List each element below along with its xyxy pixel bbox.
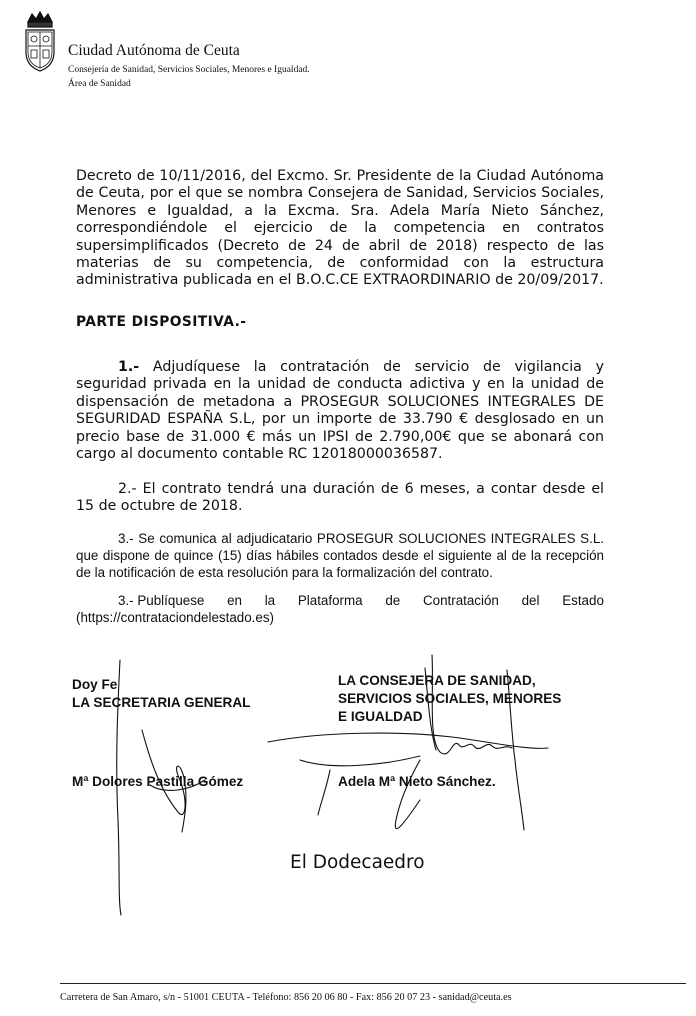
section-heading: PARTE DISPOSITIVA.- [76, 314, 247, 330]
area-name: Área de Sanidad [68, 79, 131, 89]
right-signatory-title-line: E IGUALDAD [338, 709, 423, 724]
item-1-text: Adjudíquese la contratación de servicio de vigilancia y seguridad privada en la unidad de conducta adictiva y en la unidad de dispensación de metadona a PROSEGUR SOLUCIONES INTEGRALES DE SEGURIDAD ESPAÑA S.L, por un importe de 33.790 € desglosado en un precio base de 31.000 € más un IPSI de 2.790,00€ que se abonará con cargo al documento contable RC 12018000036587. [76, 359, 604, 463]
item-3-paragraph: 3.- Se comunica al adjudicatario PROSEGUR SOLUCIONES INTEGRALES S.L. que dispone de quince (15) días hábiles contados desde el siguiente al de la recepción de la notificación de esta resolución para la formalización del contrato. [76, 531, 604, 580]
item-1-paragraph [76, 359, 604, 463]
item-4-word: en [227, 593, 242, 608]
left-signatory-block [72, 676, 250, 712]
left-signatory-title: LA SECRETARIA GENERAL [72, 695, 251, 710]
stamp-text: El Dodecaedro [290, 852, 425, 873]
item-4-word: de [385, 593, 401, 608]
right-signature-stroke [268, 733, 548, 748]
right-signature-stroke [318, 770, 330, 815]
item-4-line [76, 592, 604, 609]
item-4-word: del [521, 593, 540, 608]
item-2-paragraph: 2.- El contrato tendrá una duración de 6 meses, a contar desde el 15 de octubre de 2018. [76, 481, 604, 515]
item-1-number: 1.- [118, 359, 140, 375]
right-signatory-title-line: LA CONSEJERA DE SANIDAD, [338, 673, 536, 688]
intro-paragraph: Decreto de 10/11/2016, del Excmo. Sr. Presidente de la Ciudad Autónoma de Ceuta, por el que se nombra Consejera de Sanidad, Servicios Sociales, Menores e Igualdad, a la Excma. Sra. Adela María Nieto Sánchez, correspondiéndole el ejercicio de la competencia en contratos supersimplificados (Decreto de 24 de abril de 2018) respecto de las materias de su competencia, de conformidad con la estructura administrativa publicada en el B.O.C.CE EXTRAORDINARIO de 20/09/2017. [76, 168, 604, 289]
right-signatory-name: Adela Mª Nieto Sánchez. [338, 774, 496, 789]
item-4-paragraph [76, 592, 604, 626]
item-4-word: Plataforma [297, 593, 363, 608]
item-4-word: Estado [562, 593, 604, 608]
left-signatory-name: Mª Dolores Pastilla Gómez [72, 774, 244, 789]
item-4-word: 3.- Publíquese [118, 593, 205, 608]
coat-of-arms-icon [20, 8, 60, 76]
right-signature-stroke [395, 760, 420, 829]
right-signatory-title-line: SERVICIOS SOCIALES, MENORES [338, 691, 562, 706]
right-signature-stroke [300, 756, 420, 766]
institution-name: Ciudad Autónoma de Ceuta [68, 42, 240, 59]
department-name: Consejería de Sanidad, Servicios Sociales, Menores e Igualdad. [68, 65, 310, 75]
footer-divider [60, 983, 686, 984]
attestation-label: Doy Fe [72, 677, 118, 692]
footer-contact: Carretera de San Amaro, s/n - 51001 CEUTA - Teléfono: 856 20 06 80 - Fax: 856 20 07 23 - sanidad@ceuta.es [60, 992, 512, 1003]
right-signatory-block [338, 672, 561, 726]
contract-platform-link: (https://contrataciondelestado.es) [76, 610, 274, 625]
item-4-word: la [264, 593, 276, 608]
item-4-word: Contratación [422, 593, 499, 608]
